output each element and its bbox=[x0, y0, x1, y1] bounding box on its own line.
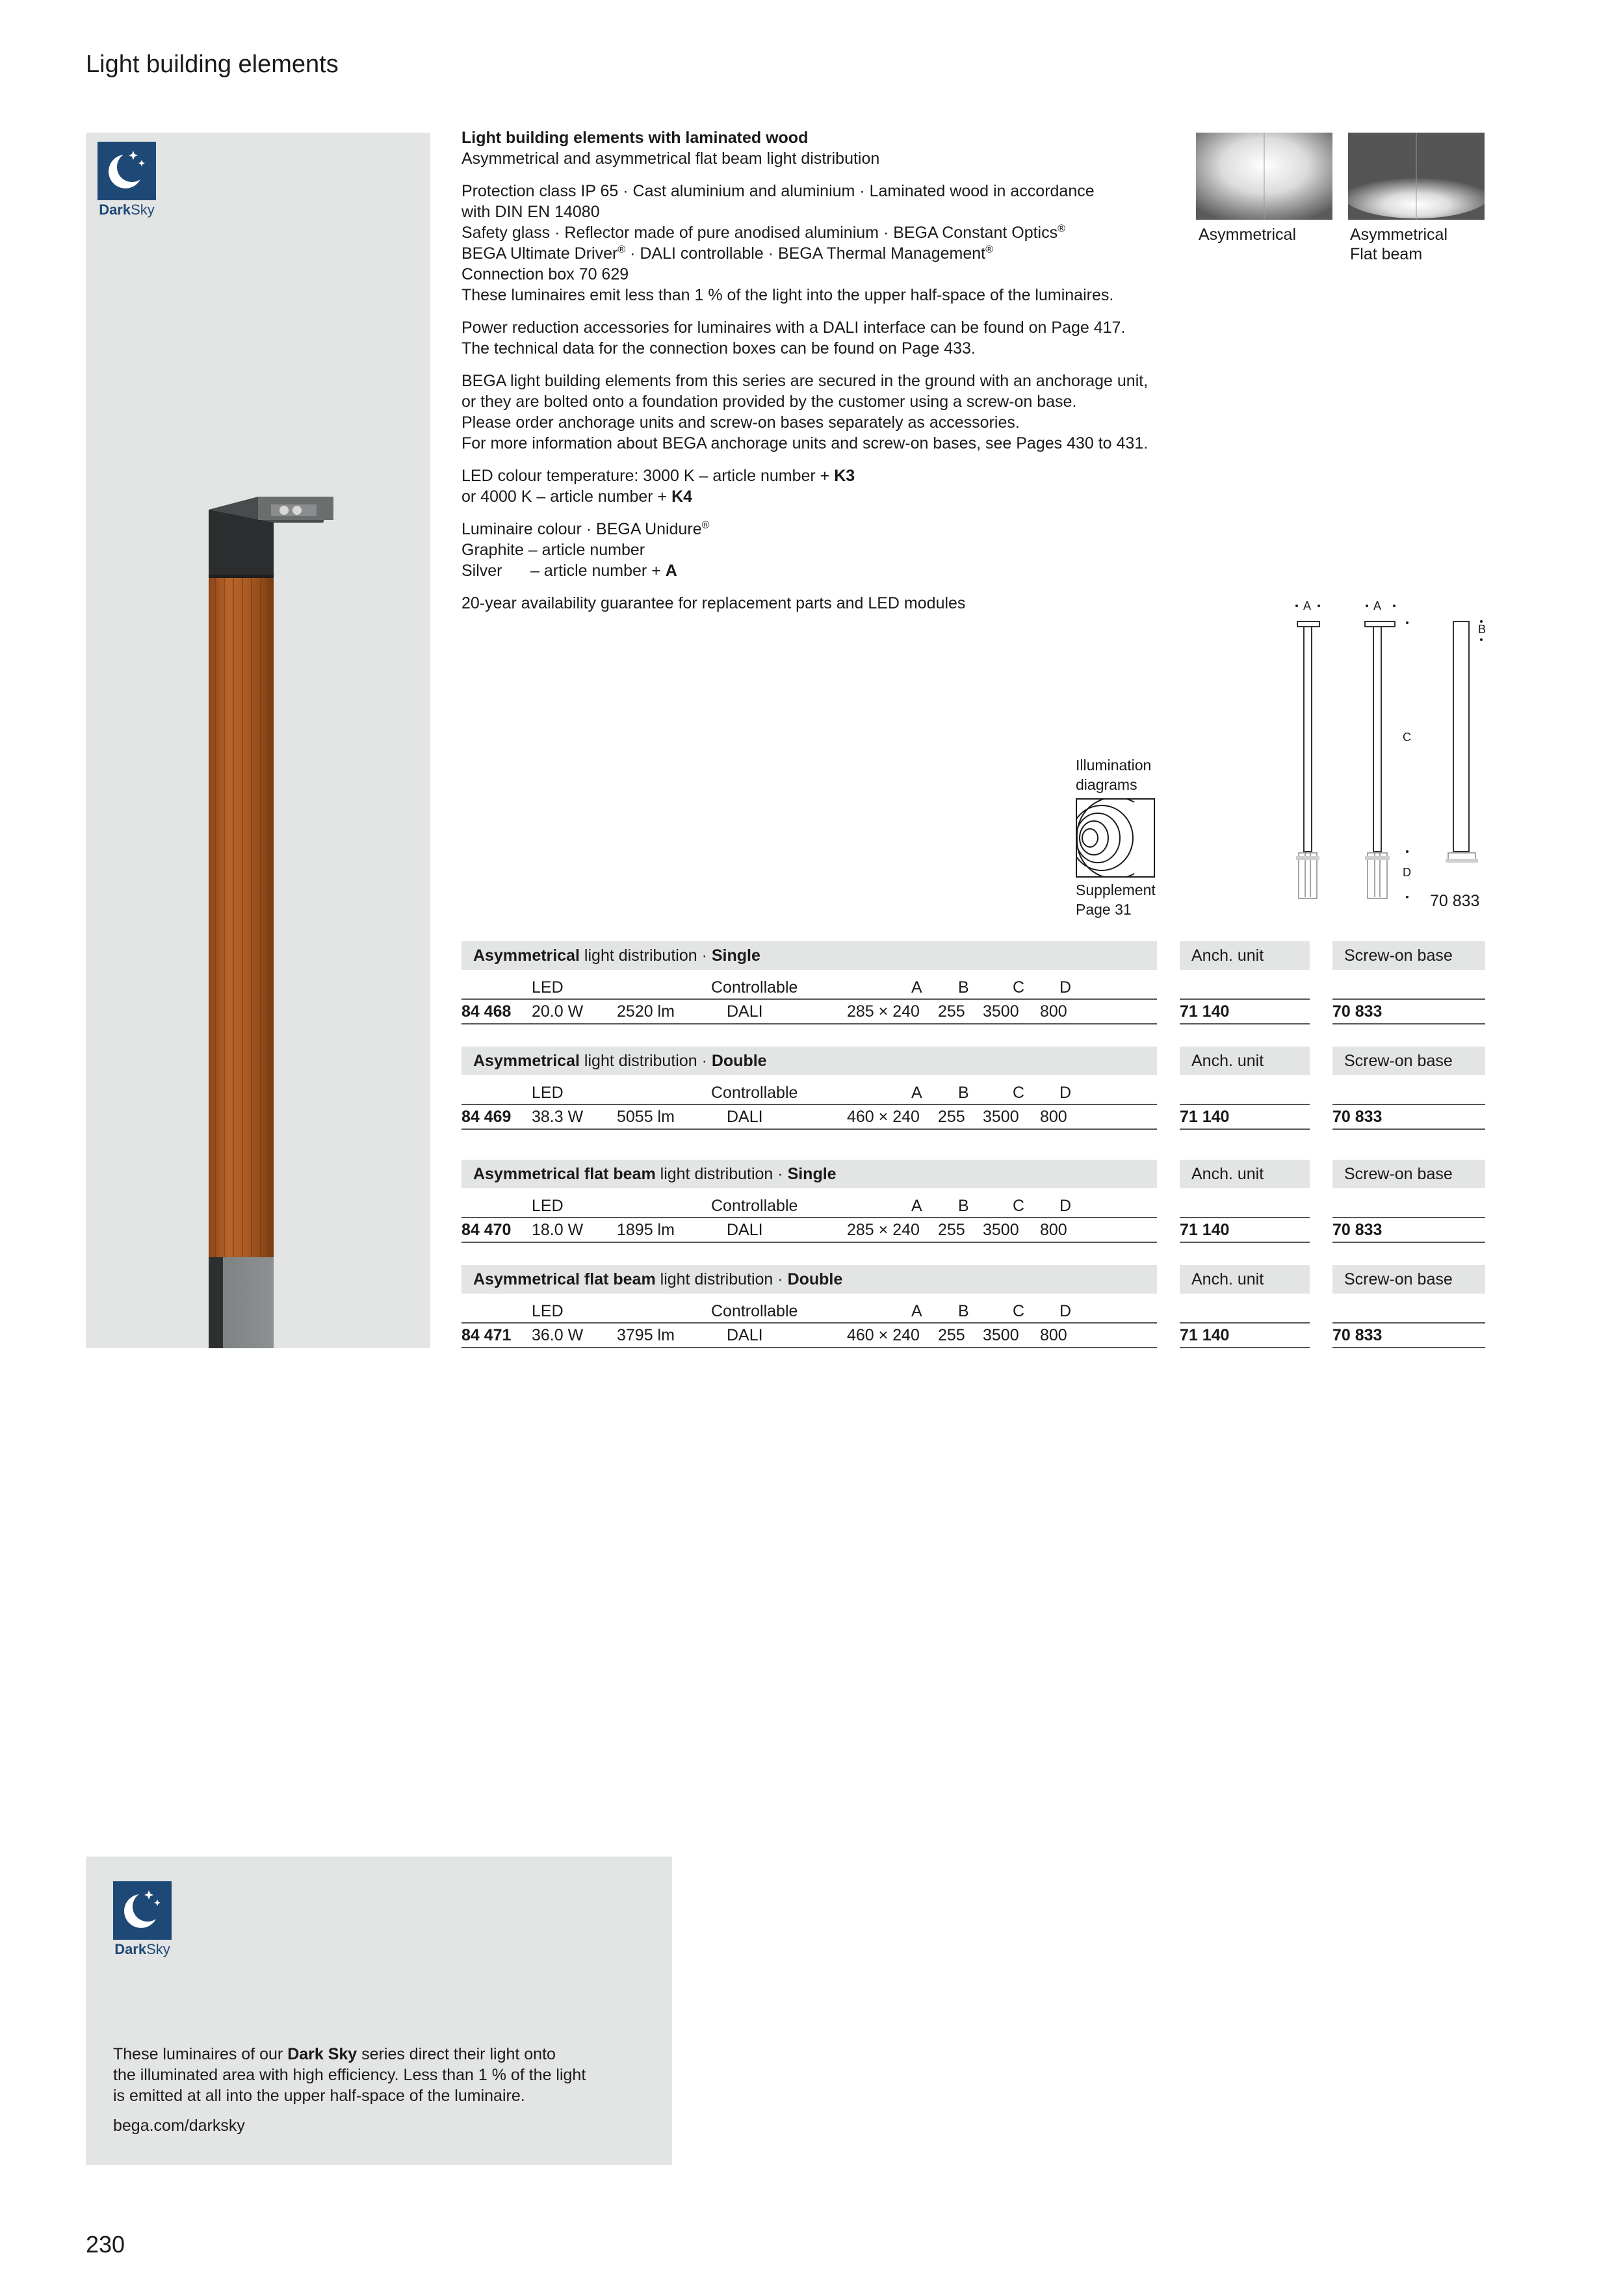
dim-b: 255 bbox=[938, 1002, 965, 1021]
col-b: B bbox=[958, 1084, 969, 1102]
col-controllable: Controllable bbox=[711, 1197, 798, 1215]
article-number: 84 469 bbox=[461, 1108, 512, 1126]
dim-a: 460 × 240 bbox=[847, 1108, 920, 1126]
row-divider bbox=[461, 1322, 1157, 1324]
controllable: DALI bbox=[727, 1326, 763, 1344]
row-divider bbox=[1180, 1242, 1310, 1243]
dim-d: 800 bbox=[1040, 1221, 1067, 1239]
illumination-label: Illumination diagrams bbox=[1076, 757, 1152, 793]
col-d: D bbox=[1059, 978, 1072, 997]
screw-on-base-heading: Screw-on base bbox=[1332, 1160, 1485, 1188]
col-led: LED bbox=[532, 978, 564, 997]
row-divider bbox=[1332, 1128, 1485, 1130]
darksky-link[interactable]: bega.com/darksky bbox=[113, 2117, 245, 2135]
section-heading: Asymmetrical flat beam light distribution · Double bbox=[461, 1265, 1157, 1294]
col-c: C bbox=[1013, 1302, 1025, 1320]
col-c: C bbox=[1013, 978, 1025, 997]
col-led: LED bbox=[532, 1302, 564, 1320]
lumen: 1895 lm bbox=[617, 1221, 675, 1239]
anchorage-unit: 71 140 bbox=[1180, 1108, 1230, 1126]
page-title: Light building elements bbox=[86, 51, 339, 78]
controllable: DALI bbox=[727, 1108, 763, 1126]
col-c: C bbox=[1013, 1197, 1025, 1215]
dim-d: 800 bbox=[1040, 1108, 1067, 1126]
dim-c: 3500 bbox=[983, 1002, 1019, 1021]
dim-d: 800 bbox=[1040, 1002, 1067, 1021]
row-divider bbox=[1332, 1217, 1485, 1218]
section-heading: Asymmetrical flat beam light distribution · Single bbox=[461, 1160, 1157, 1188]
col-b: B bbox=[958, 1302, 969, 1320]
wattage: 20.0 W bbox=[532, 1002, 584, 1021]
supplement-label: Supplement Page 31 bbox=[1076, 881, 1156, 918]
dim-c-label: C bbox=[1403, 731, 1411, 744]
screw-on-base-article: 70 833 bbox=[1430, 892, 1480, 910]
col-d: D bbox=[1059, 1302, 1072, 1320]
flat-beam-label: Asymmetrical Flat beam bbox=[1350, 226, 1448, 263]
article-number: 84 471 bbox=[461, 1326, 512, 1344]
page-number: 230 bbox=[86, 2231, 125, 2258]
col-a: A bbox=[911, 978, 922, 997]
row-divider bbox=[1332, 1242, 1485, 1243]
controllable: DALI bbox=[727, 1002, 763, 1021]
screw-on-base-heading: Screw-on base bbox=[1332, 1265, 1485, 1294]
luminaire-colour-block: Luminaire colour · BEGA Unidure® Graphite – article number Silver – article number + A bbox=[461, 519, 710, 580]
dim-b: 255 bbox=[938, 1221, 965, 1239]
row-divider bbox=[1180, 1217, 1310, 1218]
darksky-info-box bbox=[86, 1857, 672, 2165]
power-block: Power reduction accessories for luminaires with a DALI interface can be found on Page 417. The technical data for the connection boxes can be found on Page 433. bbox=[461, 319, 1126, 358]
dim-a: 285 × 240 bbox=[847, 1002, 920, 1021]
dim-b: 255 bbox=[938, 1108, 965, 1126]
dim-b: 255 bbox=[938, 1326, 965, 1344]
dim-c: 3500 bbox=[983, 1326, 1019, 1344]
row-divider bbox=[1180, 998, 1310, 1000]
row-divider bbox=[461, 1128, 1157, 1130]
row-divider bbox=[461, 1347, 1157, 1348]
screw-on-base-heading: Screw-on base bbox=[1332, 1047, 1485, 1075]
col-a: A bbox=[911, 1084, 922, 1102]
row-divider bbox=[1332, 1322, 1485, 1324]
col-b: B bbox=[958, 978, 969, 997]
row-divider bbox=[1180, 1322, 1310, 1324]
asymmetrical-label: Asymmetrical bbox=[1199, 226, 1297, 244]
anchorage-unit-heading: Anch. unit bbox=[1180, 941, 1310, 970]
article-number: 84 470 bbox=[461, 1221, 512, 1239]
screw-on-base: 70 833 bbox=[1332, 1002, 1383, 1021]
screw-on-base: 70 833 bbox=[1332, 1108, 1383, 1126]
screw-on-base: 70 833 bbox=[1332, 1221, 1383, 1239]
guarantee-block: 20-year availability guarantee for replacement parts and LED modules bbox=[461, 594, 966, 612]
anchorage-unit-heading: Anch. unit bbox=[1180, 1160, 1310, 1188]
anchorage-unit: 71 140 bbox=[1180, 1002, 1230, 1021]
row-divider bbox=[461, 998, 1157, 1000]
dim-a-label: A bbox=[1373, 599, 1382, 612]
controllable: DALI bbox=[727, 1221, 763, 1239]
col-d: D bbox=[1059, 1197, 1072, 1215]
article-number: 84 468 bbox=[461, 1002, 512, 1021]
dim-a: 285 × 240 bbox=[847, 1221, 920, 1239]
section-heading: Asymmetrical light distribution · Double bbox=[461, 1047, 1157, 1075]
col-b: B bbox=[958, 1197, 969, 1215]
row-divider bbox=[461, 1242, 1157, 1243]
screw-on-base: 70 833 bbox=[1332, 1326, 1383, 1344]
anchorage-unit: 71 140 bbox=[1180, 1221, 1230, 1239]
section-heading: Asymmetrical light distribution · Single bbox=[461, 941, 1157, 970]
row-divider bbox=[1332, 998, 1485, 1000]
col-led: LED bbox=[532, 1084, 564, 1102]
product-subtitle: Asymmetrical and asymmetrical flat beam light distribution bbox=[461, 150, 880, 168]
col-controllable: Controllable bbox=[711, 1302, 798, 1320]
row-divider bbox=[1332, 1104, 1485, 1105]
lumen: 3795 lm bbox=[617, 1326, 675, 1344]
wattage: 38.3 W bbox=[532, 1108, 584, 1126]
row-divider bbox=[1180, 1347, 1310, 1348]
wattage: 36.0 W bbox=[532, 1326, 584, 1344]
col-d: D bbox=[1059, 1084, 1072, 1102]
row-divider bbox=[1180, 1023, 1310, 1024]
dim-a-label: A bbox=[1303, 599, 1312, 612]
colour-temperature-block: LED colour temperature: 3000 K – article number + K3 or 4000 K – article number + K4 bbox=[461, 467, 855, 506]
moon-icon bbox=[113, 1881, 172, 1940]
row-divider bbox=[1332, 1023, 1485, 1024]
specs-block: Protection class IP 65 · Cast aluminium and aluminium · Laminated wood in accordance with DIN EN 14080 Safety glass · Reflector made of pure anodised aluminium · BEGA Constant Optics® BEGA Ultimate Driver® · DALI controllable · BEGA Thermal Management® Connection box 70 629 These luminaires emit less than 1 % of the light into the upper half-space of the luminaires. bbox=[461, 182, 1114, 304]
anchorage-unit: 71 140 bbox=[1180, 1326, 1230, 1344]
dim-b-label: B bbox=[1478, 623, 1487, 636]
row-divider bbox=[461, 1104, 1157, 1105]
screw-on-base-heading: Screw-on base bbox=[1332, 941, 1485, 970]
dim-c: 3500 bbox=[983, 1221, 1019, 1239]
darksky-badge: DarkSky bbox=[97, 142, 156, 215]
product-title: Light building elements with laminated wood bbox=[461, 129, 809, 147]
anchorage-unit-heading: Anch. unit bbox=[1180, 1265, 1310, 1294]
col-a: A bbox=[911, 1302, 922, 1320]
dim-d: 800 bbox=[1040, 1326, 1067, 1344]
lumen: 5055 lm bbox=[617, 1108, 675, 1126]
lumen: 2520 lm bbox=[617, 1002, 675, 1021]
row-divider bbox=[461, 1023, 1157, 1024]
darksky-description: These luminaires of our Dark Sky series direct their light onto the illuminated area with high efficiency. Less than 1 % of the light is emitted at all into the upper half-space of the luminaire. bbox=[113, 2045, 586, 2105]
dim-c: 3500 bbox=[983, 1108, 1019, 1126]
wattage: 18.0 W bbox=[532, 1221, 584, 1239]
col-c: C bbox=[1013, 1084, 1025, 1102]
col-a: A bbox=[911, 1197, 922, 1215]
col-led: LED bbox=[532, 1197, 564, 1215]
darksky-badge: DarkSky bbox=[113, 1881, 172, 1954]
row-divider bbox=[1332, 1347, 1485, 1348]
row-divider bbox=[1180, 1128, 1310, 1130]
row-divider bbox=[1180, 1104, 1310, 1105]
col-controllable: Controllable bbox=[711, 1084, 798, 1102]
col-controllable: Controllable bbox=[711, 978, 798, 997]
dim-a: 460 × 240 bbox=[847, 1326, 920, 1344]
dim-d-label: D bbox=[1403, 866, 1411, 879]
anchorage-unit-heading: Anch. unit bbox=[1180, 1047, 1310, 1075]
anchorage-block: BEGA light building elements from this series are secured in the ground with an anchorage unit, or they are bolted onto a foundation provided by the customer using a screw-on base. Please order anchorage units and screw-on bases separately as accessories. For more information about BEGA anchorage units and screw-on bases, see Pages 430 to 431. bbox=[461, 372, 1149, 452]
row-divider bbox=[461, 1217, 1157, 1218]
